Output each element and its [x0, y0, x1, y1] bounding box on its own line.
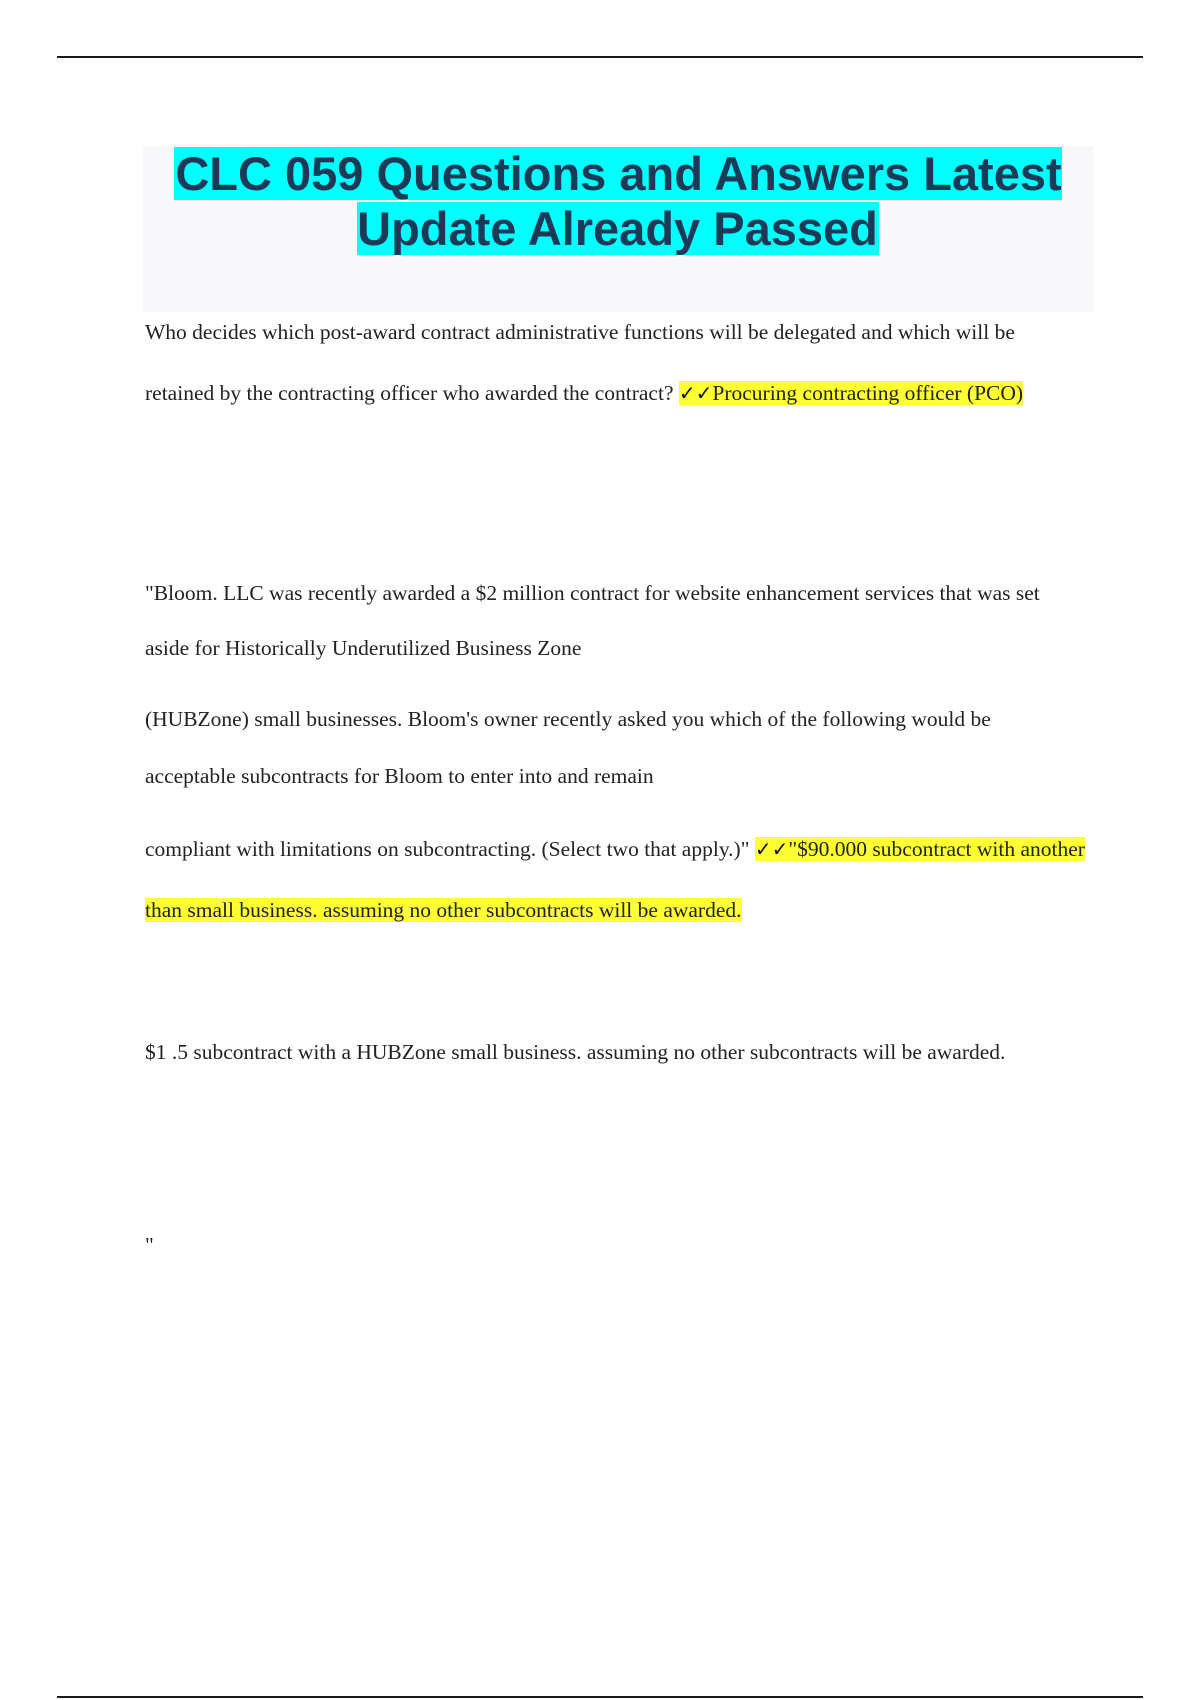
question-2-part-1: "Bloom. LLC was recently awarded a $2 million contract for website enhancement services that was set aside for Historically Underutilized Business Zone [145, 581, 1040, 660]
document-title [143, 146, 1093, 256]
double-check-icon: ✓✓ [678, 381, 713, 405]
header-rule [57, 56, 1143, 58]
answer-2-text: "$90.000 subcontract with another than small business. assuming no other subcontracts will be awarded. [145, 837, 1085, 922]
question-2-part-3 [145, 819, 1085, 941]
closing-quote: " [145, 1233, 154, 1257]
question-1-text: Who decides which post-award contract administrative functions will be delegated and which will be retained by the contracting officer who awarded the contract? [145, 320, 1015, 405]
title-block [143, 146, 1093, 312]
double-check-icon: ✓✓ [754, 837, 789, 861]
answer-1-text: Procuring contracting officer (PCO) [712, 381, 1024, 405]
question-2-part-3-text: compliant with limitations on subcontracting. (Select two that apply.)" [145, 837, 755, 861]
question-2-part-2: (HUBZone) small businesses. Bloom's owner recently asked you which of the following would be acceptable subcontracts for Bloom to enter into and remain [145, 707, 991, 788]
answer-2-continuation: $1 .5 subcontract with a HUBZone small business. assuming no other subcontracts will be awarded. [145, 1040, 1006, 1064]
answer-1 [679, 381, 1023, 405]
footer-rule [57, 1696, 1143, 1698]
question-1 [145, 302, 1085, 424]
title-highlight: CLC 059 Questions and Answers Latest Update Already Passed [175, 147, 1062, 255]
